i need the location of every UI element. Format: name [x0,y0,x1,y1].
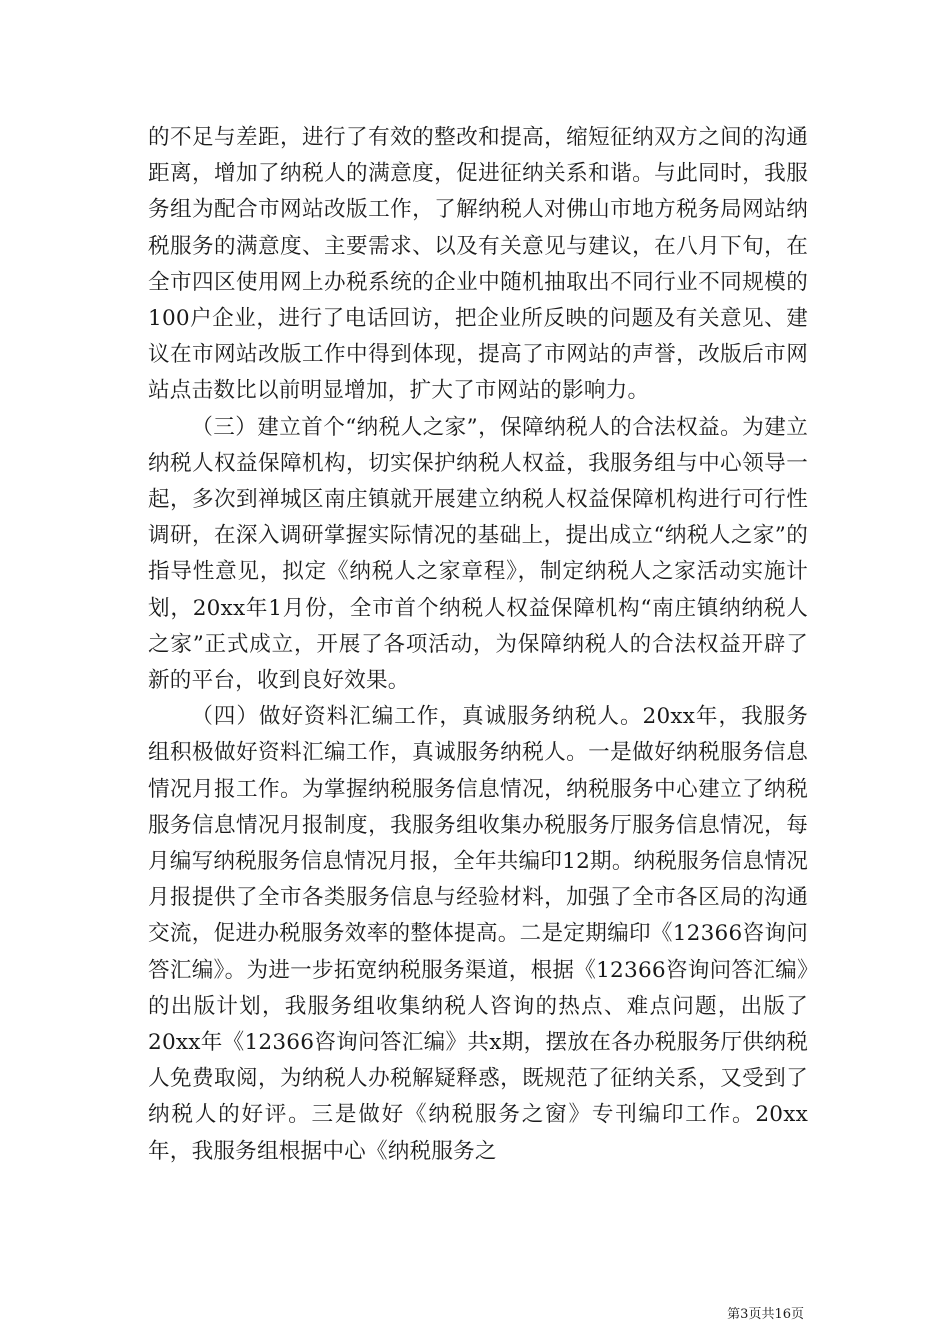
paragraph-continuation: 的不足与差距，进行了有效的整改和提高，缩短征纳双方之间的沟通距离，增加了纳税人的满意度，促进征纳关系和谐。与此同时，我服务组为配合市网站改版工作，了解纳税人对佛山市地方税务局网站纳税服务的满意度、主要需求、以及有关意见与建议，在八月下旬，在全市四区使用网上办税系统的企业中随机抽取出不同行业不同规模的100户企业，进行了电话回访，把企业所反映的问题及有关意见、建议在市网站改版工作中得到体现，提高了市网站的声誉，改版后市网站点击数比以前明显增加，扩大了市网站的影响力。 [148,125,808,404]
document-body [148,120,808,1170]
page-number: 第3页共16页 [727,1307,804,1322]
paragraph-section-three: （三）建立首个“纳税人之家”，保障纳税人的合法权益。为建立纳税人权益保障机构，切实保护纳税人权益，我服务组与中心领导一起，多次到禅城区南庄镇就开展建立纳税人权益保障机构进行可行性调研，在深入调研掌握实际情况的基础上，提出成立“纳税人之家”的指导性意见，拟定《纳税人之家章程》，制定纳税人之家活动实施计划，20xx年1月份，全市首个纳税人权益保障机构“南庄镇纳纳税人之家”正式成立，开展了各项活动，为保障纳税人的合法权益开辟了新的平台，收到良好效果。 [148,414,808,694]
paragraph-section-four: （四）做好资料汇编工作，真诚服务纳税人。20xx年，我服务组积极做好资料汇编工作，真诚服务纳税人。一是做好纳税服务信息情况月报工作。为掌握纳税服务信息情况，纳税服务中心建立了纳税服务信息情况月报制度，我服务组收集办税服务厅服务信息情况，每月编写纳税服务信息情况月报，全年共编印12期。纳税服务信息情况月报提供了全市各类服务信息与经验材料，加强了全市各区局的沟通交流，促进办税服务效率的整体提高。二是定期编印《12366咨询问答汇编》。为进一步拓宽纳税服务渠道，根据《12366咨询问答汇编》的出版计划，我服务组收集纳税人咨询的热点、难点问题，出版了20xx年《12366咨询问答汇编》共x期，摆放在各办税服务厅供纳税人免费取阅，为纳税人办税解疑释惑，既规范了征纳关系，又受到了纳税人的好评。三是做好《纳税服务之窗》专刊编印工作。20xx年，我服务组根据中心《纳税服务之 [148,704,808,1164]
